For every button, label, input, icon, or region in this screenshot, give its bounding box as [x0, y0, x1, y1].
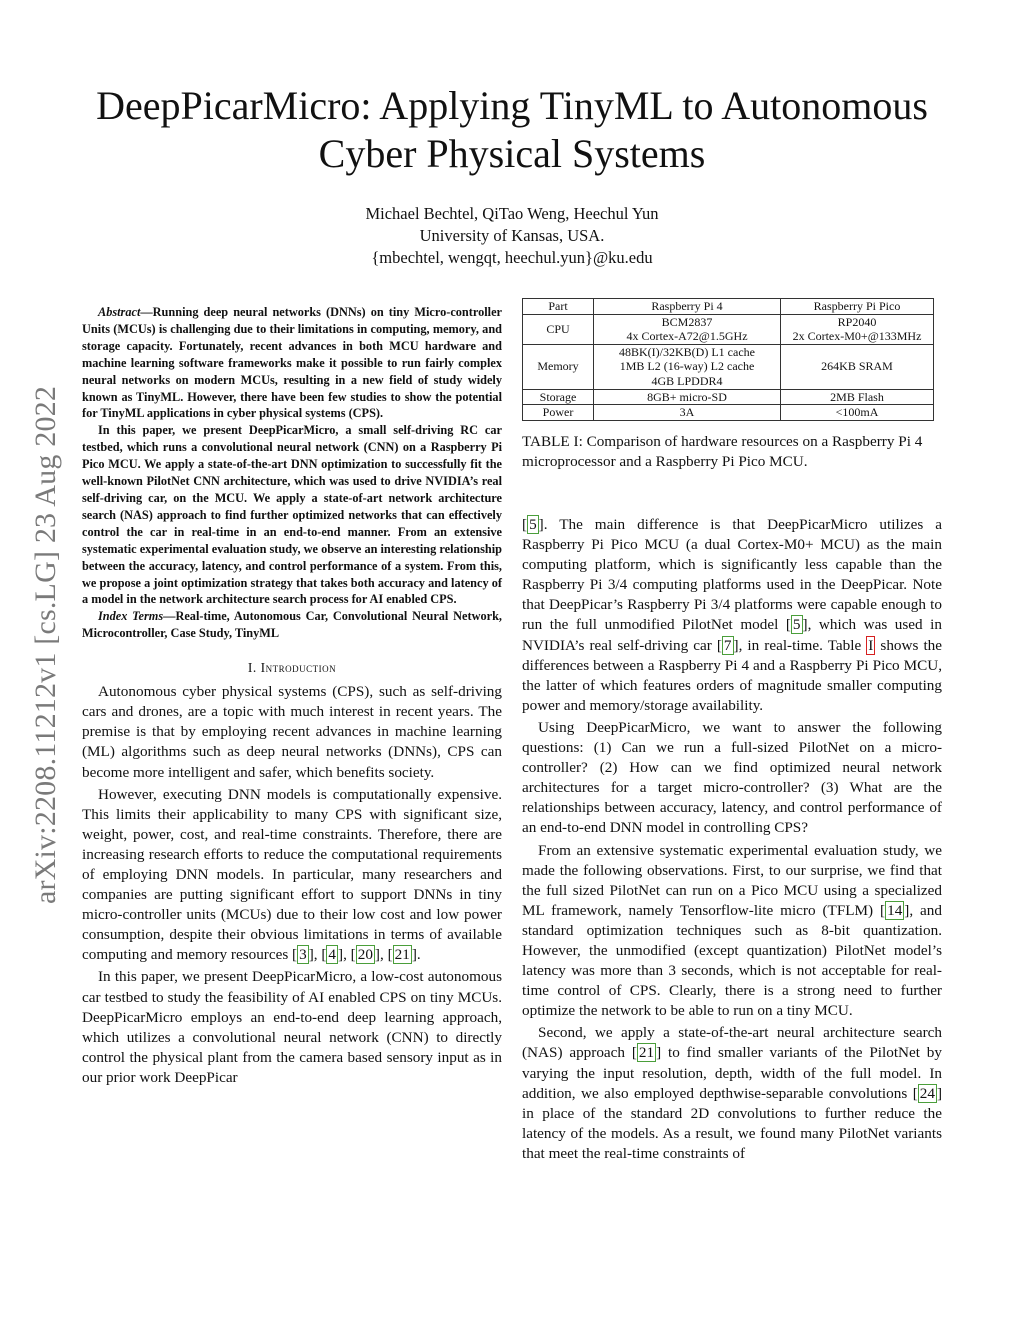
hardware-comparison-table — [522, 298, 934, 421]
index-terms-text: —Real-time, Autonomous Car, Convolutional Neural Network, Microcontroller, Case Study, TinyML — [82, 609, 502, 641]
right-paragraph-3-text-b: , and standard optimization techniques such as 8-bit quantization. However, the unmodified (except quantization) PilotNet model’s latency was more than 3 seconds, which is not acceptable for real-time control of CPS. Clearly, there is a strong need to further optimize the network to be able to run on a tiny MCU. — [522, 901, 942, 1020]
right-paragraph-1-text-d: shows the differences between a Raspberry Pi 4 and a Raspberry Pi Pico MCU, the latter of which features orders of magnitude smaller computing power and memory/storage availability. — [522, 636, 942, 714]
right-paragraph-4-text-a: Second, we apply a state-of-the-art neural architecture search (NAS) approach — [522, 1024, 942, 1062]
index-terms-lead: Index Terms — [98, 609, 164, 624]
paper-title — [60, 82, 964, 178]
table-row — [523, 389, 934, 405]
table-reference-link[interactable]: I — [868, 636, 874, 654]
table-cell-pi4 — [594, 314, 781, 344]
table-cell-pico: 264KB SRAM — [781, 344, 934, 389]
affiliation: University of Kansas, USA. — [419, 226, 605, 245]
right-paragraph-4-text-c: in place of the standard 2D convolutions to further reduce the latency of the models. As a result, we found many PilotNet variants that meet the real-time constraints of — [522, 1104, 942, 1162]
table-caption: TABLE I: Comparison of hardware resources on a Raspberry Pi 4 microprocessor and a Raspberry Pi Pico MCU. — [522, 433, 923, 471]
right-paragraph-4-text-b: to find smaller variants of the PilotNet by varying the input resolution, depth, width of the full model. In addition, we also employed depthwise-separable convolutions — [522, 1044, 942, 1102]
table-row — [523, 314, 934, 344]
right-paragraph-1-text-a: . The main difference is that DeepPicarMicro utilizes a Raspberry Pi Pico MCU (a dual Cortex-M0+ MCU) as the main computing platform, which is significantly less capable than the Raspberry Pi 3/4 computing platforms used in the DeepPicar. Note that DeepPicar’s Raspberry Pi 3/4 platforms were capable enough to run the full unmodified PilotNet model — [522, 516, 942, 634]
cell-line: BCM2837 — [661, 314, 713, 329]
hardware-table-wrapper — [522, 298, 934, 421]
table-header-row — [523, 299, 934, 315]
table-row — [523, 344, 934, 389]
citation-link[interactable]: 21 — [394, 946, 410, 964]
intro-paragraph-2-text: However, executing DNN models is computationally expensive. This limits their applicability to many CPS with significant size, weight, power, cost, and real-time constraints. Therefore, there are increasing research efforts to reduce the computational requirements of employing DNN models. In particular, many researchers and companies are putting significant effort to support DNNs in tiny micro-controller units (MCUs) due to their low cost and low power consumption, despite their obvious limitations in terms of available computing and memory resources — [82, 785, 502, 964]
citation-link[interactable]: 7 — [723, 636, 732, 654]
cell-line: 48BK(I)/32KB(D) L1 cache — [619, 344, 755, 359]
citation-link[interactable]: 4 — [328, 946, 337, 964]
abstract-text-1: —Running deep neural networks (DNNs) on tiny Micro-controller Units (MCUs) is challenging due to their limitations in computing, memory, and storage capacity. Fortunately, recent advances in both MCU hardware and machine learning software frameworks make it possible to run fairly complex neural networks on modern MCUs, resulting in a new field of study widely known as TinyML. However, there have been few studies to show the potential for TinyML applications in cyber physical systems (CPS). — [82, 305, 502, 421]
cell-line: RP2040 — [837, 314, 877, 329]
table-cell-pi4: 8GB+ micro-SD — [594, 389, 781, 405]
abstract — [82, 304, 502, 642]
table-cell-pico: 2MB Flash — [781, 389, 934, 405]
abstract-paragraph-1 — [82, 304, 502, 422]
section-heading-introduction: I. Introduction — [247, 660, 337, 676]
citation-link[interactable]: 20 — [357, 946, 373, 964]
citation-link[interactable]: 14 — [887, 901, 903, 919]
right-paragraph-3-text-a: From an extensive systematic experimental evaluation study, we made the following observations. First, to our surprise, we find that the full sized PilotNet can run on a Pico MCU using a specialized ML framework, namely Tensorflow-lite micro (TFLM) — [522, 841, 942, 919]
right-paragraph-3: From an extensive systematic experimental evaluation study, we made the following observations. First, to our surprise, we find that the full sized PilotNet can run on a Pico MCU using a specialized ML framework, namely Tensorflow-lite micro (TFLM) [ 14 ], and standard optimization techniques such as 8-bit quantization. However, the unmodified (except quantization) PilotNet model’s latency was more than 3 seconds, which is not acceptable for real-time control of CPS. Clearly, there is a strong need to further optimize the network to be able to run on a tiny MCU. — [522, 841, 942, 1020]
title-line-1: DeepPicarMicro: Applying TinyML to Autonomous — [96, 83, 928, 128]
abstract-lead: Abstract — [98, 305, 141, 319]
table-cell-pi4 — [594, 344, 781, 389]
table-header-cell: Raspberry Pi Pico — [781, 299, 934, 315]
intro-paragraph-2: However, executing DNN models is computationally expensive. This limits their applicability to many CPS with significant size, weight, power, cost, and real-time constraints. Therefore, there are increasing research efforts to reduce the computational requirements of employing DNN models. In particular, many researchers and companies are putting significant effort to support DNNs in tiny micro-controller units (MCUs) due to their low cost and low power consumption, despite their obvious limitations in terms of available computing and memory resources [ 3 ], [ 4 ], [ 20 ], [ 21 ]. — [82, 785, 502, 964]
right-paragraph-1: [ 5 ]. The main difference is that DeepPicarMicro utilizes a Raspberry Pi Pico MCU (a dual Cortex-M0+ MCU) as the main computing platform, which is significantly less capable than the Raspberry Pi 3/4 computing platforms used in the DeepPicar. Note that DeepPicar’s Raspberry Pi 3/4 platforms were capable enough to run the full unmodified PilotNet model [ 5 ], which was used in NVIDIA’s real self-driving car [ 7 ], in real-time. Table I shows the differences between a Raspberry Pi 4 and a Raspberry Pi Pico MCU, the latter of which features orders of magnitude smaller computing power and memory/storage availability. — [522, 516, 942, 714]
citation-link[interactable]: 21 — [638, 1044, 655, 1062]
table-header-cell: Raspberry Pi 4 — [594, 299, 781, 315]
cell-line: 4GB LPDDR4 — [651, 373, 723, 388]
citation-link[interactable]: 5 — [792, 616, 801, 634]
table-header-cell: Part — [523, 299, 594, 315]
right-paragraph-1-text-b: , which was used in NVIDIA’s real self-driving car — [522, 616, 942, 654]
authors: Michael Bechtel, QiTao Weng, Heechul Yun — [365, 204, 659, 223]
table-cell-pi4: 3A — [594, 405, 781, 421]
intro-paragraph-1: Autonomous cyber physical systems (CPS), such as self-driving cars and drones, are a topic with much interest in recent years. The premise is that by employing recent advances in machine learning (ML) algorithms such as deep neural networks (DNNs), CPS can become more intelligent and safer, which benefits society. — [82, 683, 502, 781]
table-cell-part: CPU — [523, 314, 594, 344]
citation-link[interactable]: 3 — [299, 946, 307, 964]
abstract-paragraph-2: In this paper, we present DeepPicarMicro, a small self-driving RC car testbed, which runs a convolutional neural network (CNN) on a Raspberry Pi Pico MCU. We apply a state-of-the-art DNN optimization to successfully fit the well-known PilotNet CNN architecture, which was used to drive NVIDIA’s real self-driving car, on the MCU. We apply a state-of-art network architecture search (NAS) approach to find further optimized networks that can effectively control the car in real-time in an end-to-end manner. From an extensive systematic experimental evaluation study, we observe an interesting relationship between the accuracy, latency, and control performance of a system. From this, we propose a joint optimization strategy that takes both accuracy and latency of a model in the network architecture search process for AI enabled CPS. — [82, 423, 503, 607]
intro-paragraph-3: In this paper, we present DeepPicarMicro, a low-cost autonomous car testbed to study the feasibility of AI enabled CPS on tiny MCUs. DeepPicarMicro employs an end-to-end deep learning approach, which utilizes a convolutional neural network (CNN) to directly control the physical plant from the camera based sensory input as in our prior work DeepPicar — [82, 968, 502, 1086]
index-terms — [82, 608, 502, 642]
table-cell-part: Power — [523, 405, 594, 421]
citation-link[interactable]: 24 — [919, 1084, 935, 1102]
table-cell-pico: <100mA — [781, 405, 934, 421]
table-cell-part: Memory — [523, 344, 594, 389]
table-cell-pico — [781, 314, 934, 344]
table-row — [523, 405, 934, 421]
arxiv-stamp: arXiv:2208.11212v1 [cs.LG] 23 Aug 2022 — [29, 385, 62, 905]
cell-line: 2x Cortex-M0+@133MHz — [792, 329, 922, 344]
citation-link[interactable]: 5 — [529, 516, 537, 533]
cell-line: 4x Cortex-A72@1.5GHz — [626, 329, 748, 344]
cell-line: 1MB L2 (16-way) L2 cache — [619, 359, 755, 374]
right-paragraph-1-text-c: , in real-time. Table — [738, 636, 867, 654]
table-cell-part: Storage — [523, 389, 594, 405]
email: {mbechtel, wengqt, heechul.yun}@ku.edu — [371, 248, 653, 267]
right-paragraph-4: Second, we apply a state-of-the-art neural architecture search (NAS) approach [ 21 ] to find smaller variants of the PilotNet by varying the input resolution, depth, width of the full model. In addition, we also employed depthwise-separable convolutions [ 24 ] in place of the standard 2D convolutions to further reduce the latency of the models. As a result, we found many PilotNet variants that meet the real-time constraints of — [522, 1024, 942, 1162]
left-body — [82, 682, 502, 1088]
right-paragraph-2: Using DeepPicarMicro, we want to answer the following questions: (1) Can we run a full-sized PilotNet on a micro-controller? (2) How can we find optimized neural network architectures for a target micro-controller? (3) What are the relationships between accuracy, latency, and control performance of an end-to-end DNN model in controlling CPS? — [522, 718, 942, 837]
title-line-2: Cyber Physical Systems — [318, 131, 706, 176]
left-column — [82, 304, 502, 1090]
right-body — [522, 515, 942, 1166]
